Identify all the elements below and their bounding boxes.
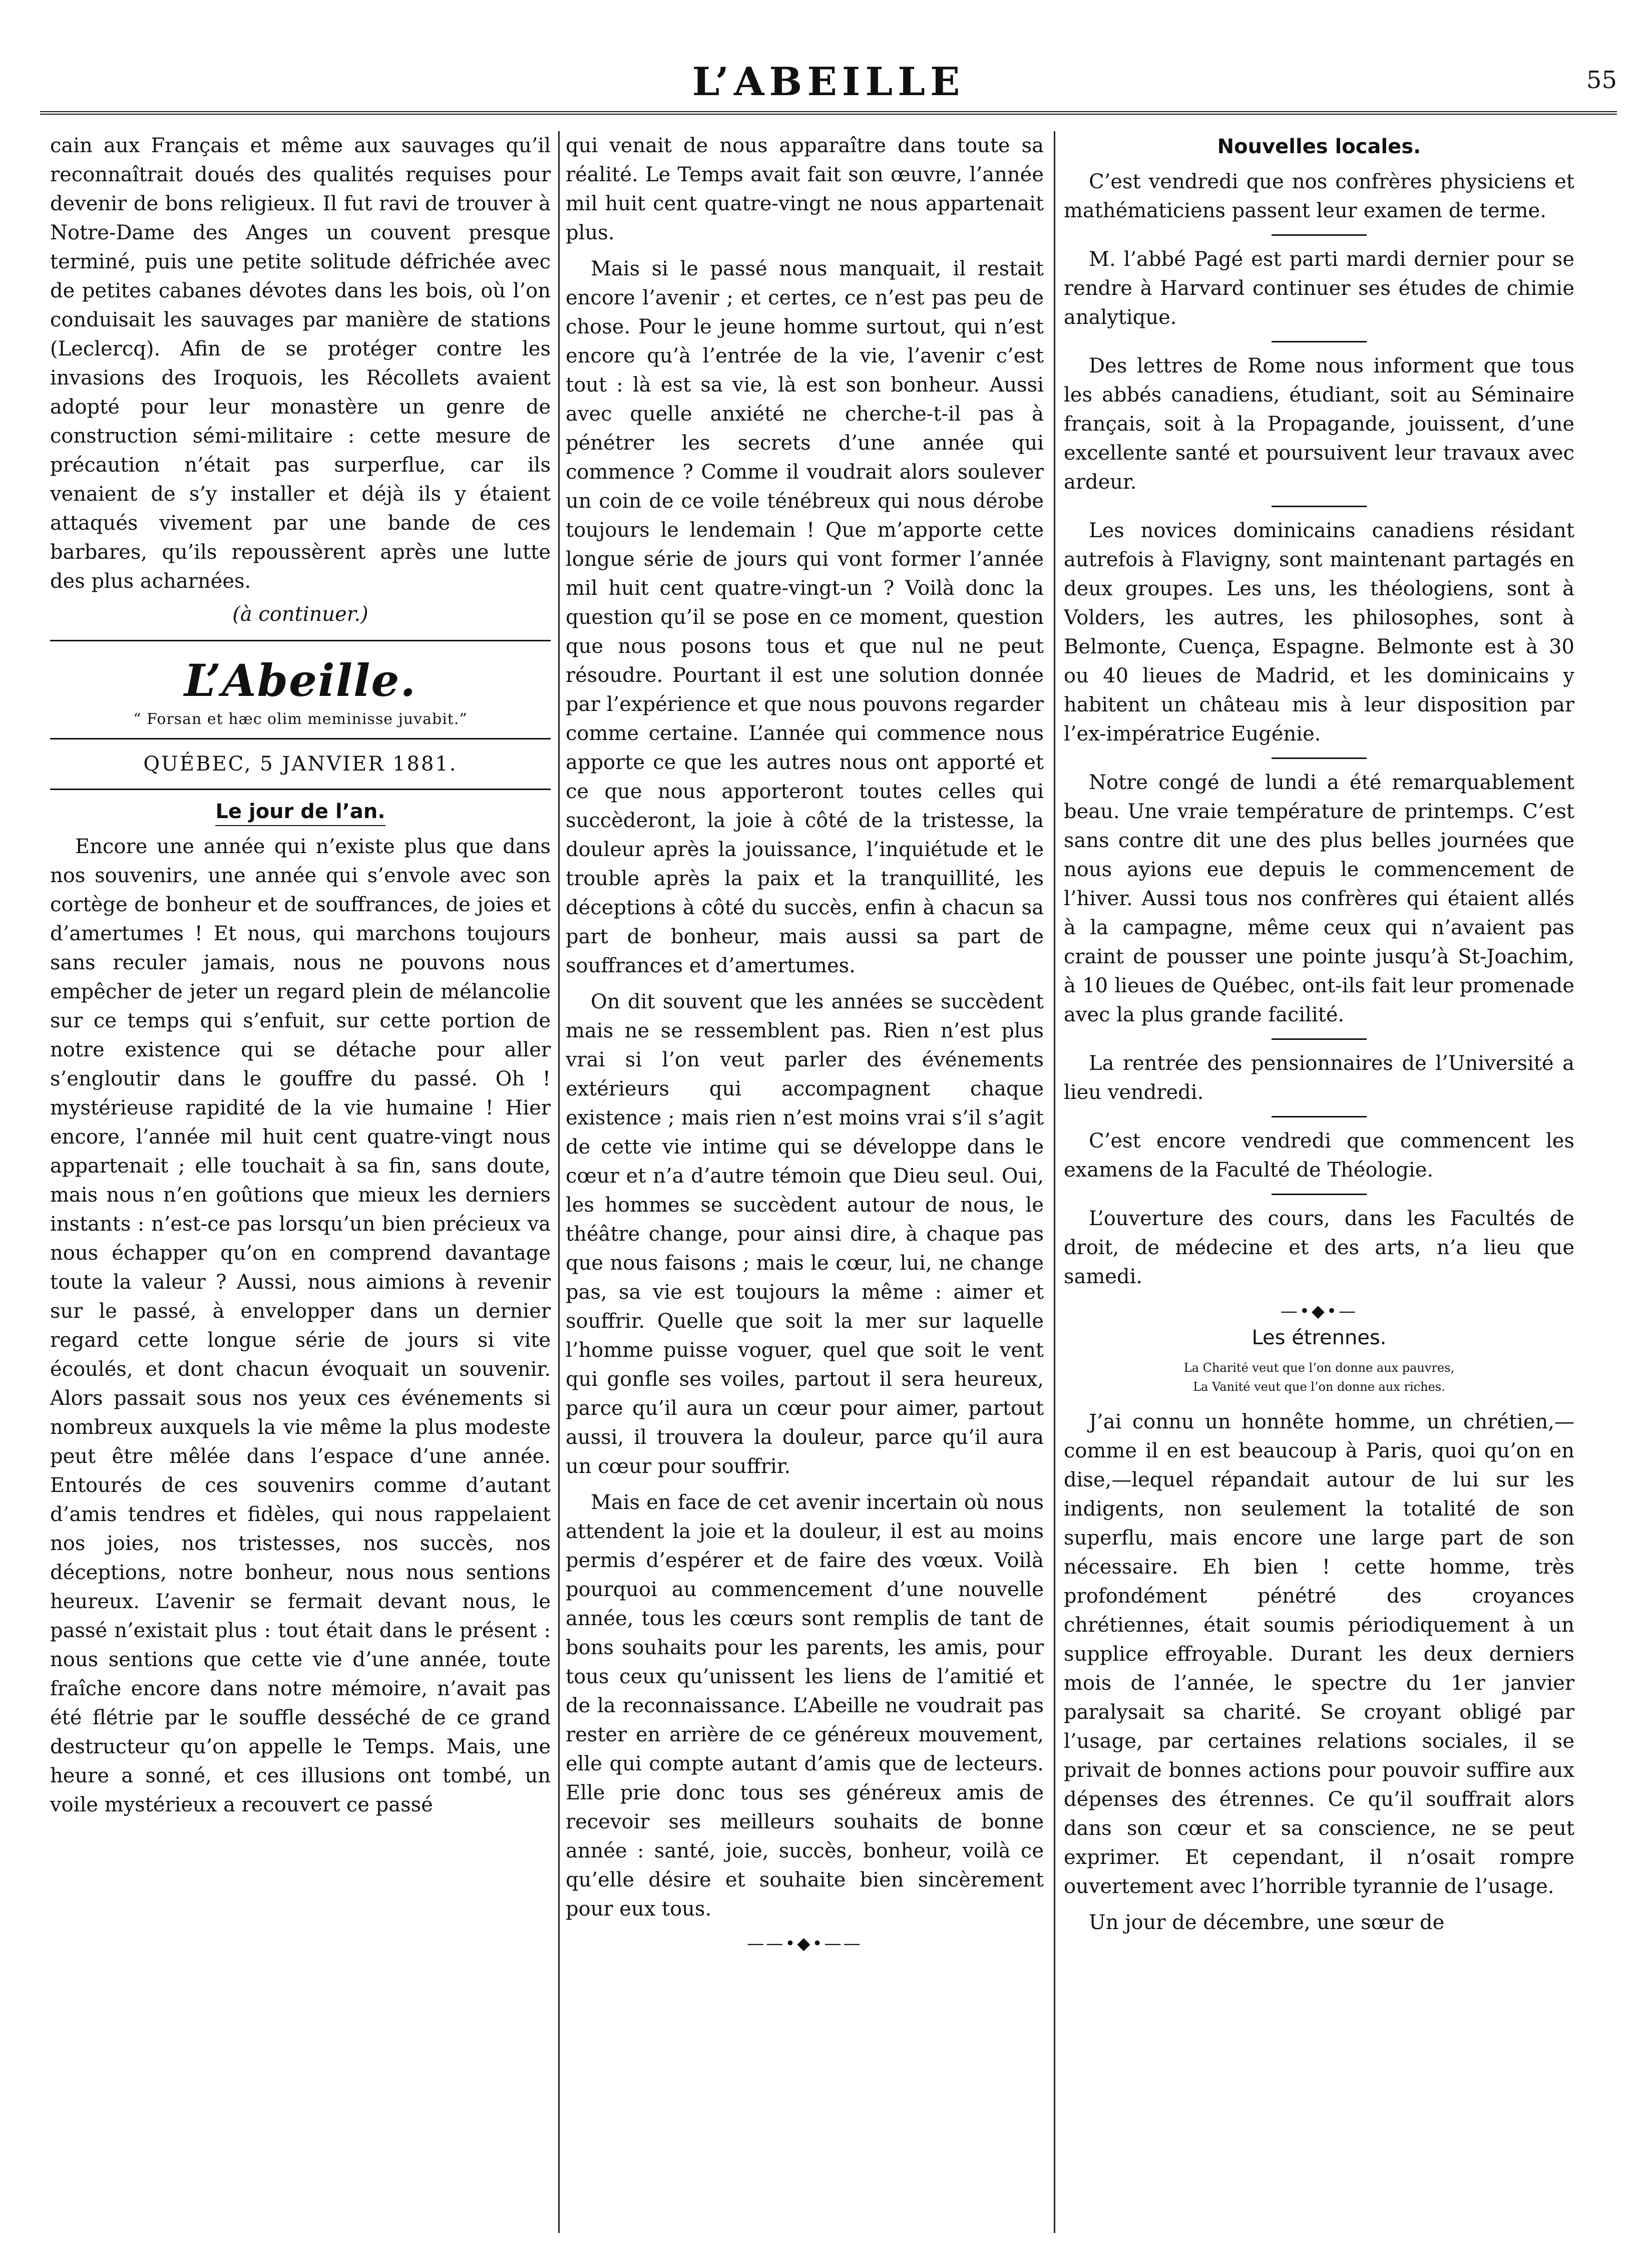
column-3 <box>1064 131 1574 2233</box>
dateline: QUÉBEC, 5 JANVIER 1881. <box>143 752 458 776</box>
article-paragraph: qui venait de nous apparaître dans toute sa réalité. Le Temps avait fait son œuvre, l’année mil huit cent quatre-vingt ne nous appartenait plus. <box>566 134 1044 244</box>
epigraph <box>1064 1358 1574 1396</box>
article-paragraph: Encore une année qui n’existe plus que dans nos souvenirs, une année qui s’envole avec son cortège de bonheur et de souffrances, de joies et d’amertumes ! Et nous, qui marchons toujours sans reculer jamais, nous ne pouvons nous empêcher de jeter un regard plein de mélancolie sur ce temps qui s’enfuit, sur cette portion de notre existence qui se détache pour aller s’engloutir dans le gouffre du passé. Oh ! mystérieuse rapidité de la vie humaine ! Hier encore, l’année mil huit cent quatre-vingt nous appartenait ; elle touchait à sa fin, sans doute, mais nous n’en goûtions que mieux les derniers instants : n’est-ce pas lorsqu’un bien précieux va nous échapper qu’on en comprend davantage toute la valeur ? Aussi, nous aimions à revenir sur le passé, à envelopper dans un dernier regard cette longue série de jours si vite écoulés, et dont chacun évoquait un souvenir. Alors passait sous nos yeux ces événements si nombreux auxquels la vie même la plus modeste peut être mêlée dans l’espace d’une année. Entourés de ces souvenirs comme d’autant d’amis tendres et fidèles, qui nous rappelaient nos joies, nos tristesses, nos succès, nos déceptions, notre bonheur, nous nous sentions heureux. L’avenir se fermait devant nous, le passé n’existait plus : tout était dans le présent : nous sentions que cette vie d’une année, toute fraîche encore dans notre mémoire, n’avait pas été flétrie par le souffle desséché de ce grand destructeur qu’on appelle le Temps. Mais, une heure a sonné, et ces illusions ont tombé, un voile mystérieux a recouvert ce passé <box>50 835 551 1816</box>
article-paragraph: Un jour de décembre, une sœur de <box>1089 1911 1445 1934</box>
news-item: Les novices dominicains canadiens résidant autrefois à Flavigny, sont maintenant partagés en deux groupes. Les uns, les théologiens, sont à Volders, les autres, les philosophes, sont à Belmonte, Cuença, Espagne. Belmonte est à 30 ou 40 lieues de Madrid, et les dominicains y habitent un château mis à leur disposition par l’ex-impératrice Eugénie. <box>1064 519 1574 745</box>
news-item: L’ouverture des cours, dans les Facultés de droit, de médecine et des arts, n’a lieu que samedi. <box>1064 1207 1574 1288</box>
item-separator <box>1272 1116 1367 1117</box>
news-item: M. l’abbé Pagé est parti mardi dernier pour se rendre à Harvard continuer ses études de chimie analytique. <box>1064 248 1574 329</box>
ornament-divider: ——•◆•—— <box>747 1934 863 1954</box>
article-title: Le jour de l’an. <box>50 800 551 823</box>
article-paragraph: Mais si le passé nous manquait, il restait encore l’avenir ; et certes, ce n’est pas peu de chose. Pour le jeune homme surtout, qui n’est encore qu’à l’entrée de la vie, l’avenir c’est tout : là est sa vie, là est son bonheur. Aussi avec quelle anxiété ne cherche-t-il pas à pénétrer les secrets d’une année qui commence ? Comme il voudrait alors soulever un coin de ce voile ténébreux qui nous dérobe toujours le lendemain ! Que m’apporte cette longue série de jours qui vont former l’année mil huit cent quatre-vingt-un ? Voilà donc la question qu’il se pose en ce moment, question que nous posons tous et que nul ne peut résoudre. Pourtant il est une solution donnée par l’expérience et que nous pouvons regarder comme certaine. L’année qui commence nous apporte ce que les autres nous ont apporté et ce que nous apporteront toutes celles qui succèderont, la joie à côté de la tristesse, la douleur après la jouissance, l’inquiétude et le trouble après la paix et la tranquillité, les déceptions à côté du succès, enfin à chacun sa part de bonheur, mais aussi sa part de souffrances et d’amertumes. <box>566 257 1044 977</box>
column-1 <box>50 131 551 2233</box>
section-rule <box>50 789 551 790</box>
news-item: Des lettres de Rome nous informent que tous les abbés canadiens, étudiant, soit au Séminaire français, soit à la Propagande, jouissent, d’une excellente santé et poursuivent leur travaux avec ardeur. <box>1064 354 1574 494</box>
section-rule <box>50 738 551 739</box>
page-number: 55 <box>1586 66 1617 94</box>
paper-motto: “ Forsan et hæc olim meminisse juvabit.” <box>133 710 468 728</box>
item-separator <box>1272 758 1367 759</box>
continued-paragraph: cain aux Français et même aux sauvages qu’il reconnaîtrait doués des qualités requises pour devenir de bons religieux. Il fut ravi de trouver à Notre-Dame des Anges un couvent presque terminé, puis une petite solitude défrichée avec de petites cabanes dévotes dans les bois, où l’on conduisait les sauvages par manière de stations (Leclercq). Afin de se protéger contre les invasions des Iroquois, les Récollets avaient adopté pour leur monastère un genre de construction sémi-militaire : cette mesure de précaution n’était pas surperflue, car ils venaient de s’y installer et déjà ils y étaient attaqués vivement par une bande de ces barbares, qu’ils repoussèrent après une lutte des plus acharnées. <box>50 134 551 593</box>
section-title: Nouvelles locales. <box>1217 135 1421 158</box>
ornament-divider: —•◆•— <box>1280 1301 1358 1321</box>
item-separator <box>1272 506 1367 507</box>
news-item: C’est vendredi que nos confrères physiciens et mathématiciens passent leur examen de terme. <box>1064 170 1574 222</box>
column-divider <box>1054 131 1055 2233</box>
column-2 <box>566 131 1044 2233</box>
masthead <box>40 59 1617 107</box>
paper-name: L’Abeille. <box>184 654 417 706</box>
article-paragraph: Mais en face de cet avenir incertain où nous attendent la joie et la douleur, il est au moins permis d’espérer et de faire des vœux. Voilà pourquoi au commencement d’une nouvelle année, tous les cœurs sont remplis de tant de bons souhaits pour les parents, les amis, pour tous ceux qu’unissent les liens de l’amitié et de la reconnaissance. L’Abeille ne voudrait pas rester en arrière de ce généreux mouvement, elle qui compte autant d’amis que de lecteurs. Elle prie donc tous ses généreux amis de recevoir ses meilleurs souhaits de bonne année : santé, joie, succès, bonheur, voilà ce qu’elle désire et souhaite bien sincèrement pour eux tous. <box>566 1491 1044 1921</box>
item-separator <box>1272 234 1367 236</box>
news-item: C’est encore vendredi que commencent les examens de la Faculté de Théologie. <box>1064 1129 1574 1182</box>
section-rule <box>50 640 551 641</box>
column-divider <box>558 131 560 2233</box>
item-separator <box>1272 341 1367 342</box>
news-item: La rentrée des pensionnaires de l’Université a lieu vendredi. <box>1064 1052 1574 1104</box>
item-separator <box>1272 1038 1367 1040</box>
item-separator <box>1272 1194 1367 1195</box>
epigraph-line: La Charité veut que l’on donne aux pauvres, <box>1183 1361 1455 1375</box>
news-item: Notre congé de lundi a été remarquablement beau. Une vraie température de printemps. C’est sans contre dit une des plus belles journées que nous ayions eue depuis le commencement de l’hiver. Aussi tous nos confrères qui étaient allés à la campagne, même ceux qui n’avaient pas craint de pousser une pointe jusqu’à St-Joachim, à 10 lieues de Québec, ont-ils fait leur promenade avec la plus grande facilité. <box>1064 771 1574 1026</box>
continued-note: (à continuer.) <box>232 603 368 626</box>
article-paragraph: On dit souvent que les années se succèdent mais ne se ressemblent pas. Rien n’est plus vrai si l’on veut parler des événements extérieurs qui accompagnent chaque existence ; mais rien n’est moins vrai s’il s’agit de cette vie intime qui se développe dans le cœur et n’a d’autre témoin que Dieu seul. Oui, les hommes se succèdent autour de nous, le théâtre change, pour ainsi dire, à chaque pas que nous faisons ; mais le cœur, lui, ne change pas, sa vie est toujours la même : aimer et souffrir. Quelle que soit la mer sur laquelle l’homme puisse voguer, quel que soit le vent qui gonfle ses voiles, partout il sera heureux, parce qu’il aura un cœur pour aimer, partout aussi, il trouvera la douleur, parce qu’il aura un cœur pour souffrir. <box>566 990 1044 1478</box>
epigraph-line: La Vanité veut que l’on donne aux riches. <box>1193 1380 1445 1394</box>
article-title: Les étrennes. <box>1252 1326 1387 1349</box>
article-paragraph: J’ai connu un honnête homme, un chrétien,—comme il en est beaucoup à Paris, quoi qu’on en dise,—lequel répandait autour de lui sur les indigents, non seulement la totalité de son superflu, mais encore une large part de son nécessaire. Eh bien ! cette homme, très profondément pénétré des croyances chrétiennes, était soumis périodiquement à un supplice effroyable. Durant les deux derniers mois de l’année, le spectre du 1er janvier paralysait sa charité. Se croyant obligé par l’usage, par certaines relations sociales, il se privait de bonnes actions pour pouvoir suffire aux dépenses des étrennes. Ce qu’il souffrait alors dans son cœur et sa conscience, ne se peut exprimer. Et cependant, il n’osait rompre ouvertement avec l’horrible tyrannie de l’usage. <box>1064 1410 1574 1898</box>
newspaper-title: L’ABEILLE <box>692 59 965 105</box>
masthead-rule <box>40 111 1617 115</box>
